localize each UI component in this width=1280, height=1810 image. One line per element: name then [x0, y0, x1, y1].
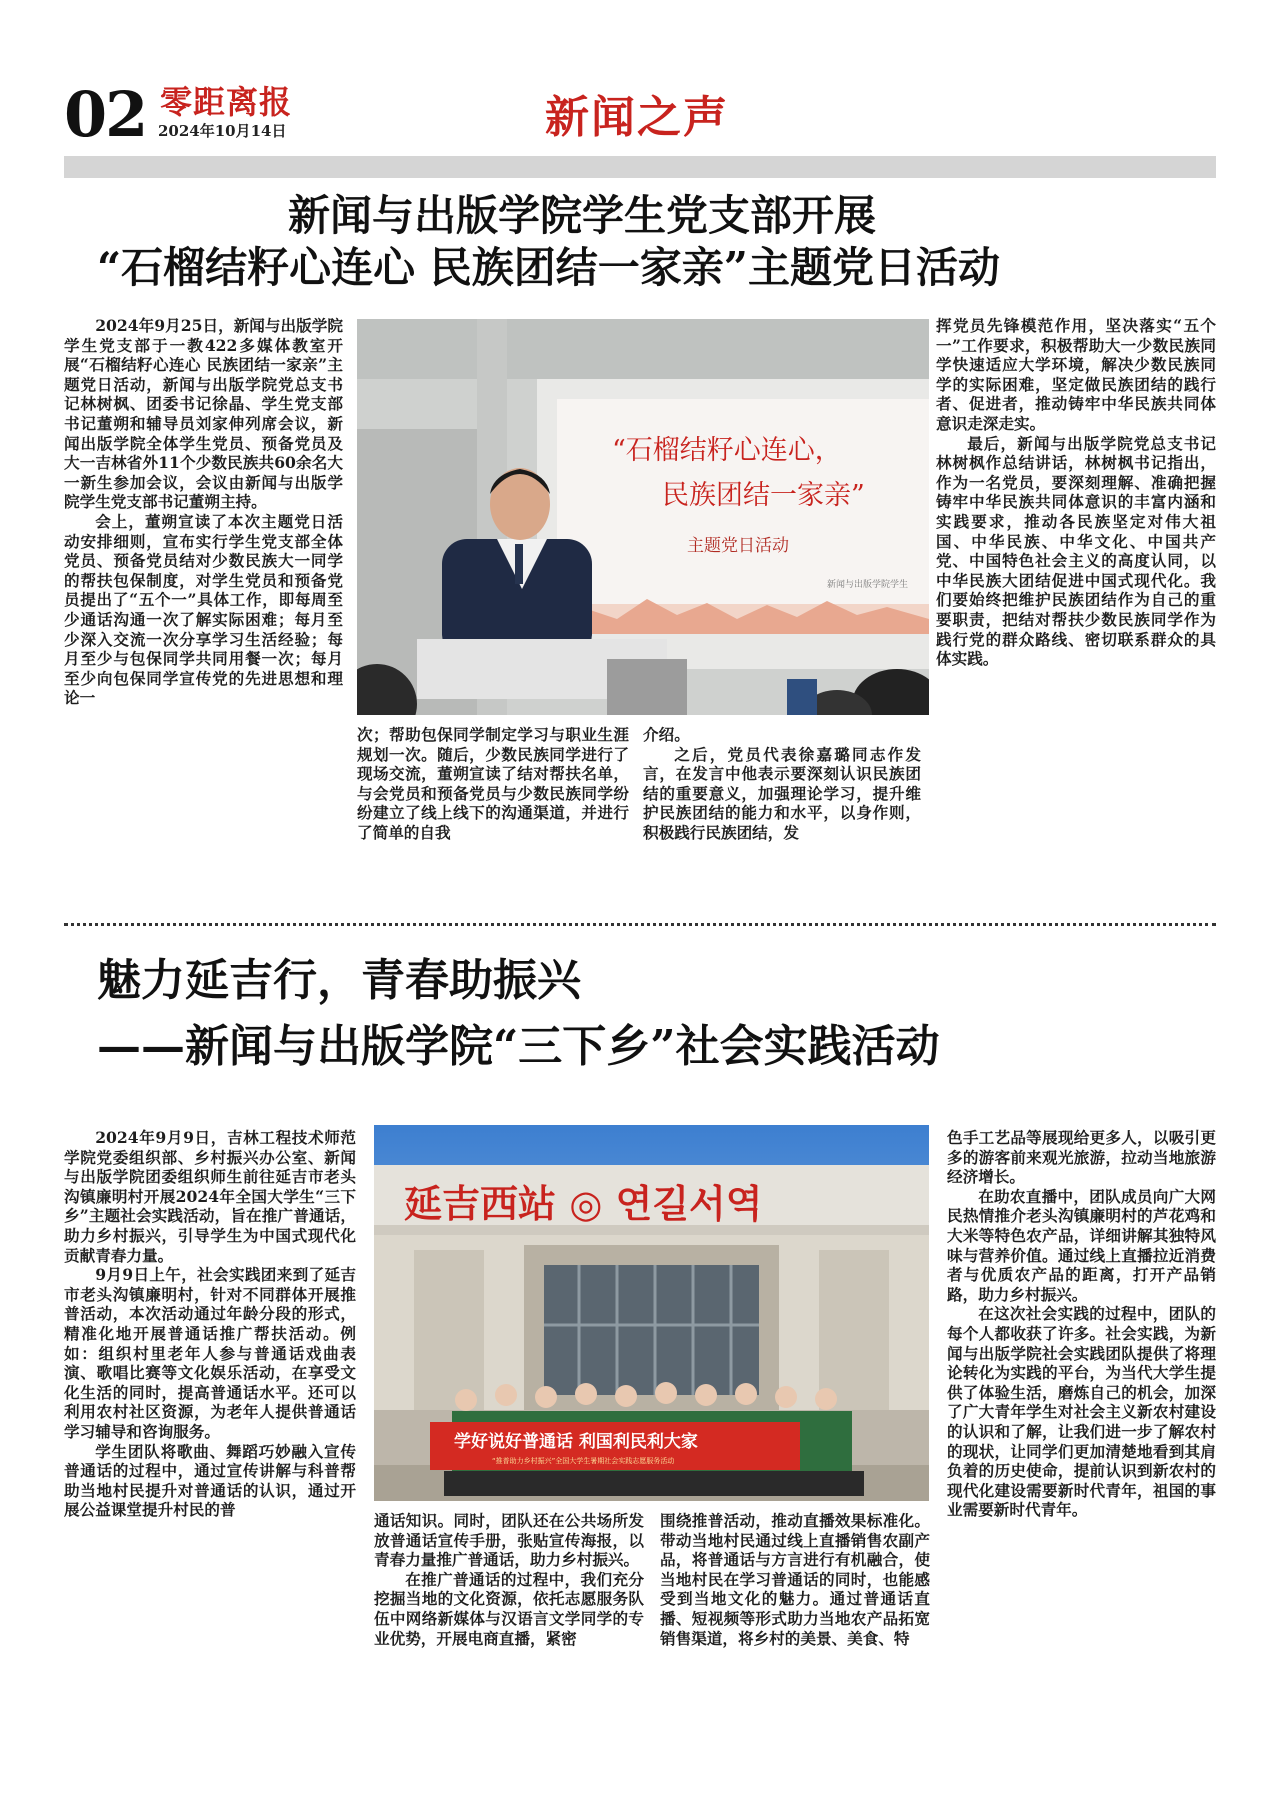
paragraph: 在这次社会实践的过程中，团队的每个人都收获了许多。社会实践，为新闻与出版学院社会实践团队提供了将理论转化为实践的平台，为当代大学生提供了体验生活，磨炼自己的机会，加深了广大青年学生对社会主义新农村建设的认识和了解，让我们进一步了解农村的现状，让同学们更加清楚地看到其肩负着的历史使命，提前认识到新农村的现代化建设需要新时代青年，祖国的事业需要新时代青年。 — [947, 1304, 1216, 1520]
issue-date: 2024年10月14日 — [158, 122, 287, 140]
article1-photo — [357, 319, 929, 715]
article1-column-3 — [643, 725, 921, 843]
article2-headline-line1: 魅力延吉行，青春助振兴 — [97, 955, 581, 1006]
paragraph: 9月9日上午，社会实践团来到了延吉市老头沟镇廉明村，针对不同群体开展推普活动，本次活动通过年龄分段的形式，精准化地开展普通话推广帮扶活动。例如：组织村里老年人参与普通话戏曲表演、歌唱比赛等文化娱乐活动，在享受文化生活的同时，提高普通话水平。还可以利用农村社区资源，为老年人提供普通话学习辅导和咨询服务。 — [64, 1265, 356, 1441]
slide-subtitle: 主题党日活动 — [687, 536, 789, 556]
banner-subtitle: “推普助力乡村振兴”全国大学生暑期社会实践志愿服务活动 — [492, 1457, 675, 1465]
station-sign: 延吉西站 ◎ 연길서역 — [404, 1181, 763, 1226]
paragraph: 通话知识。同时，团队还在公共场所发放普通话宣传手册，张贴宣传海报，以青春力量推广普通话，助力乡村振兴。 — [374, 1511, 644, 1570]
section-title: 新闻之声 — [545, 92, 729, 143]
paragraph: 之后，党员代表徐嘉璐同志作发言，在发言中他表示要深刻认识民族团结的重要意义，加强理论学习，提升维护民族团结的能力和水平，以身作则，积极践行民族团结，发 — [643, 744, 921, 842]
paragraph: 围绕推普活动，推动直播效果标准化。带动当地村民通过线上直播销售农副产品，将普通话与方言进行有机融合，使当地村民在学习普通话的同时，也能感受到当地文化的魅力。通过普通话直播、短视频等形式助力当地农产品拓宽销售渠道，将乡村的美景、美食、特 — [660, 1511, 930, 1648]
masthead-logo: 零距离报 — [160, 83, 293, 121]
paragraph: 在助农直播中，团队成员向广大网民热情推介老头沟镇廉明村的芦花鸡和大米等特色农产品，详细讲解其独特风味与营养价值。通过线上直播拉近消费者与优质农产品的距离，打开产品销路，助力乡村振兴。 — [947, 1186, 1216, 1304]
paragraph: 2024年9月9日，吉林工程技术师范学院党委组织部、乡村振兴办公室、新闻与出版学院团委组织师生前往延吉市老头沟镇廉明村开展2024年全国大学生“三下乡”主题社会实践活动，旨在推广普通话，助力乡村振兴，引导学生为中国式现代化贡献青春力量。 — [64, 1128, 356, 1265]
article2-photo — [374, 1125, 929, 1501]
banner-slogan: 学好说好普通话 利国利民利大家 — [454, 1432, 698, 1452]
page-number: 02 — [64, 78, 147, 151]
slide-footer: 新闻与出版学院学生 — [827, 580, 909, 590]
article2-headline-line2: ——新闻与出版学院“三下乡”社会实践活动 — [97, 1021, 940, 1072]
article2-column-1 — [64, 1128, 356, 1520]
article2-column-3 — [660, 1511, 930, 1648]
article1-column-2 — [357, 725, 629, 843]
slide-title-line1: “石榴结籽心连心， — [612, 435, 842, 466]
paragraph: 2024年9月25日，新闻与出版学院学生党支部于一教422多媒体教室开展“石榴结籽心连心 民族团结一家亲”主题党日活动，新闻与出版学院党总支书记林树枫、团委书记徐晶、学生党支部书记董朔和辅导员刘家伸列席会议，新闻出版学院全体学生党员、预备党员及大一吉林省外11个少数民族共60余名大一新生参加会议，会议由新闻与出版学院学生党支部书记董朔主持。 — [64, 316, 343, 512]
paragraph: 最后，新闻与出版学院党总支书记林树枫作总结讲话，林树枫书记指出，作为一名党员，要深刻理解、准确把握铸牢中华民族共同体意识的丰富内涵和实践要求，推动各民族坚定对伟大祖国、中华民族、中华文化、中国共产党、中国特色社会主义的高度认同，以中华民族大团结促进中国式现代化。我们要始终把维护民族团结作为自己的重要职责，把结对帮扶少数民族同学作为践行党的群众路线、密切联系群众的具体实践。 — [936, 433, 1216, 669]
paragraph: 介绍。 — [643, 725, 690, 744]
slide-title-line2: 民族团结一家亲” — [662, 480, 865, 511]
paragraph: 会上，董朔宣读了本次主题党日活动安排细则，宣布实行学生党支部全体党员、预备党员结对少数民族大一同学的帮扶包保制度，对学生党员和预备党员提出了“五个一”具体工作，即每周至少通话沟通一次了解实际困难；每月至少深入交流一次分享学习生活经验；每月至少与包保同学共同用餐一次；每月至少向包保同学宣传党的先进思想和理论一 — [64, 511, 343, 708]
article2-column-4 — [947, 1128, 1216, 1520]
article1-column-1 — [64, 316, 343, 708]
paragraph: 色手工艺品等展现给更多人，以吸引更多的游客前来观光旅游，拉动当地旅游经济增长。 — [947, 1128, 1216, 1187]
article1-column-4 — [936, 316, 1216, 669]
article1-headline-line1: 新闻与出版学院学生党支部开展 — [288, 191, 877, 240]
article1-headline-line2: “石榴结籽心连心 民族团结一家亲”主题党日活动 — [97, 243, 1000, 292]
article-divider — [64, 923, 1216, 926]
article2-column-2 — [374, 1511, 644, 1648]
paragraph: 次；帮助包保同学制定学习与职业生涯规划一次。随后，少数民族同学进行了现场交流，董朔宣读了结对帮扶名单，与会党员和预备党员与少数民族同学纷纷建立了线上线下的沟通渠道，并进行了简单的自我 — [357, 725, 629, 842]
header-bar — [64, 156, 1216, 178]
paragraph: 挥党员先锋模范作用，坚决落实“五个一”工作要求，积极帮助大一少数民族同学快速适应大学环境，解决少数民族同学的实际困难，坚定做民族团结的践行者、促进者，推动铸牢中华民族共同体意识走深走实。 — [936, 316, 1216, 433]
paragraph: 在推广普通话的过程中，我们充分挖掘当地的文化资源，依托志愿服务队伍中网络新媒体与汉语言文学同学的专业优势，开展电商直播，紧密 — [374, 1569, 644, 1648]
paragraph: 学生团队将歌曲、舞蹈巧妙融入宣传普通话的过程中，通过宣传讲解与科普帮助当地村民提升对普通话的认识，通过开展公益课堂提升村民的普 — [64, 1441, 356, 1520]
